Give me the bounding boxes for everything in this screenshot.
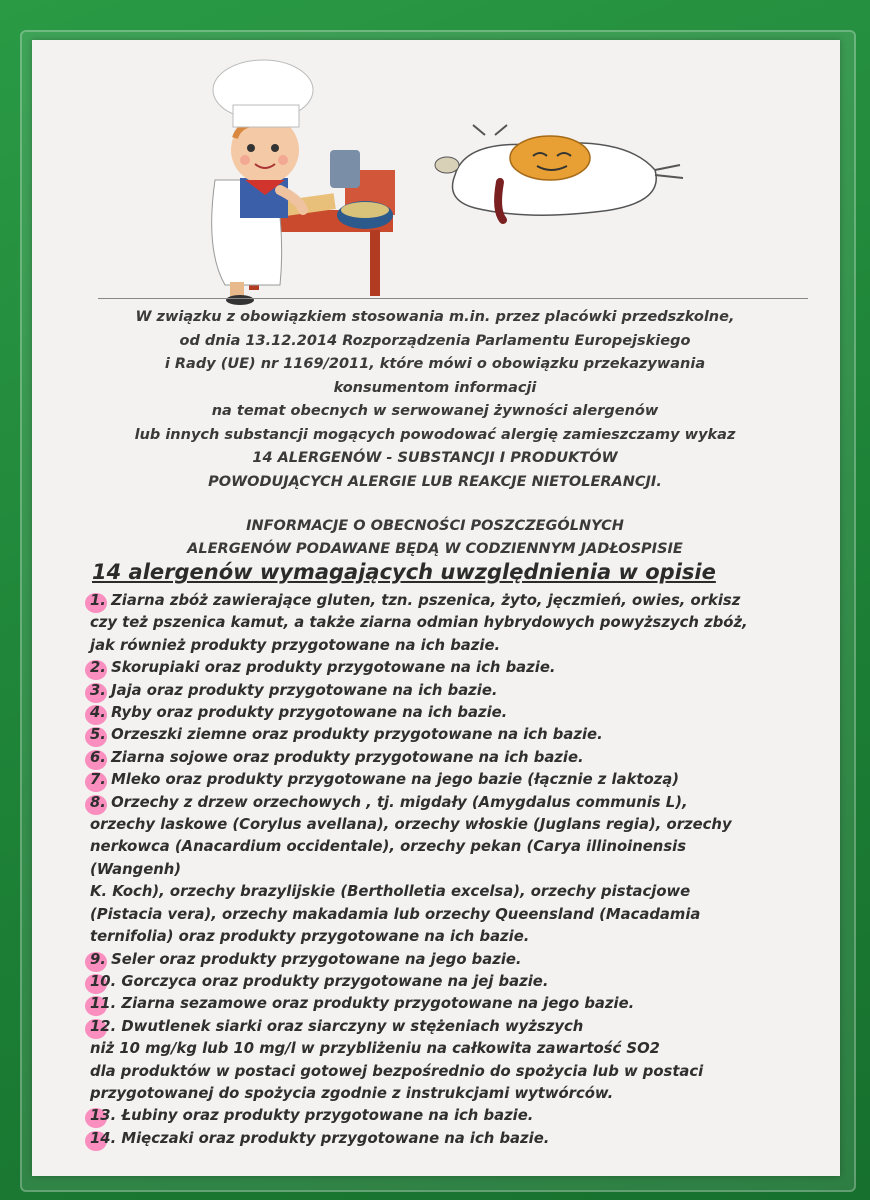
allergen-item-line (90, 881, 810, 903)
allergen-text: niż 10 mg/kg lub 10 mg/l w przybliżeniu na całkowita zawartość SO2 (90, 1040, 660, 1058)
allergen-item (90, 747, 810, 769)
allergen-item-line (90, 1083, 810, 1105)
allergen-number: 7. (90, 771, 106, 789)
allergen-number: 1. (90, 592, 106, 609)
allergen-item-line (90, 792, 810, 814)
intro-line: na temat obecnych w serwowanej żywności alergenów (211, 403, 659, 419)
allergen-item (90, 1016, 810, 1106)
allergen-item-line (90, 657, 810, 679)
chef-child-illustration (185, 50, 410, 305)
allergen-number: 13. (90, 1107, 117, 1125)
allergen-item-line (90, 724, 810, 746)
fried-egg-character-illustration (425, 120, 690, 230)
allergen-text: (Wangenh) (90, 860, 182, 878)
allergen-item-line (90, 1061, 810, 1083)
intro-line: POWODUJĄCYCH ALERGIE LUB REAKCJE NIETOLERANCJI. (208, 473, 662, 490)
allergen-item (90, 702, 810, 724)
intro-line: 14 ALERGENÓW - SUBSTANCJI I PRODUKTÓW (252, 450, 618, 466)
allergen-number: 3. (90, 681, 106, 699)
intro-line: konsumentom informacji (333, 379, 537, 396)
allergen-text: przygotowanej do spożycia zgodnie z instrukcjami wytwórców. (90, 1084, 614, 1102)
allergen-item-line (90, 702, 810, 724)
allergen-item (90, 724, 810, 746)
allergen-item-line (90, 1038, 810, 1060)
allergen-text: dla produktów w postaci gotowej bezpośrednio do spożycia lub w postaci (90, 1062, 704, 1080)
allergen-item (90, 949, 810, 971)
allergen-text: Ziarna sezamowe oraz produkty przygotowane na jego bazie. (121, 995, 635, 1013)
allergen-item-line (90, 836, 810, 858)
allergen-item (90, 993, 810, 1015)
allergen-number: 8. (90, 793, 106, 811)
allergen-item (90, 792, 810, 949)
info-line: ALERGENÓW PODAWANE BĘDĄ W CODZIENNYM JADŁOSPISIE (187, 541, 683, 557)
allergen-item (90, 971, 810, 993)
allergen-item-line (90, 612, 810, 634)
allergen-text: ternifolia) oraz produkty przygotowane na ich bazie. (90, 928, 530, 946)
allergen-text: Ziarna zbóż zawierające gluten, tzn. pszenica, żyto, jęczmień, owies, orkisz (111, 592, 741, 609)
allergen-number: 5. (90, 726, 106, 744)
allergen-number: 9. (90, 950, 106, 968)
allergen-item-line (90, 747, 810, 769)
allergen-text: Mięczaki oraz produkty przygotowane na ich bazie. (121, 1129, 550, 1147)
allergen-item-line (90, 769, 810, 791)
allergen-item-line (90, 904, 810, 926)
allergen-text: Orzechy z drzew orzechowych , tj. migdały (Amygdalus communis L), (111, 793, 688, 811)
allergen-item-line (90, 1016, 810, 1038)
allergen-text: Ziarna sojowe oraz produkty przygotowane na ich bazie. (111, 748, 584, 766)
allergen-list-heading: 14 alergenów wymagających uwzględnienia w opisie (92, 560, 716, 584)
allergen-item-line (90, 635, 810, 657)
allergen-item (90, 1128, 810, 1150)
allergen-item-line (90, 1128, 810, 1150)
intro-text (60, 306, 810, 494)
allergen-text: orzechy laskowe (Corylus avellana), orzechy włoskie (Juglans regia), orzechy (90, 816, 732, 834)
allergen-number: 6. (90, 748, 106, 766)
allergen-item-line (90, 993, 810, 1015)
intro-line: lub innych substancji mogących powodować alergię zamieszczamy wykaz (134, 426, 736, 443)
intro-line: i Rady (UE) nr 1169/2011, które mówi o obowiązku przekazywania (164, 356, 706, 372)
allergen-number: 2. (90, 659, 106, 677)
allergen-text: Skorupiaki oraz produkty przygotowane na ich bazie. (111, 659, 556, 677)
intro-line: W związku z obowiązkiem stosowania m.in. przez placówki przedszkolne, (135, 309, 735, 325)
allergen-item (90, 680, 810, 702)
allergen-text: Dwutlenek siarki oraz siarczyny w stężeniach wyższych (121, 1017, 584, 1035)
info-line: INFORMACJE O OBECNOŚCI POSZCZEGÓLNYCH (246, 518, 624, 534)
allergen-text: K. Koch), orzechy brazylijskie (Bertholletia excelsa), orzechy pistacjowe (90, 883, 691, 901)
allergen-item-line (90, 814, 810, 836)
allergen-item (90, 657, 810, 679)
allergen-item (90, 769, 810, 791)
allergen-number: 11. (90, 995, 117, 1013)
allergen-item-line (90, 1105, 810, 1127)
allergen-text: Mleko oraz produkty przygotowane na jego bazie (łącznie z laktozą) (111, 771, 680, 789)
allergen-text: nerkowca (Anacardium occidentale), orzechy pekan (Carya illinoinensis (90, 838, 687, 856)
allergen-text: Orzeszki ziemne oraz produkty przygotowane na ich bazie. (111, 726, 603, 744)
allergen-list (90, 590, 810, 1150)
allergen-item-line (90, 971, 810, 993)
allergen-number: 12. (90, 1017, 117, 1035)
divider-line (98, 298, 808, 299)
info-text (60, 515, 810, 561)
allergen-text: Ryby oraz produkty przygotowane na ich bazie. (111, 704, 508, 722)
allergen-number: 14. (90, 1129, 117, 1147)
allergen-text: (Pistacia vera), orzechy makadamia lub orzechy Queensland (Macadamia (90, 905, 701, 923)
allergen-text: Seler oraz produkty przygotowane na jego bazie. (111, 950, 522, 968)
intro-line: od dnia 13.12.2014 Rozporządzenia Parlamentu Europejskiego (179, 332, 691, 349)
allergen-item-line (90, 949, 810, 971)
allergen-item (90, 590, 810, 657)
allergen-item-line (90, 859, 810, 881)
allergen-item-line (90, 590, 810, 612)
allergen-text: jak również produkty przygotowane na ich bazie. (90, 636, 501, 654)
allergen-item-line (90, 680, 810, 702)
allergen-text: Gorczyca oraz produkty przygotowane na jej bazie. (121, 972, 549, 990)
allergen-item-line (90, 926, 810, 948)
allergen-number: 10. (90, 972, 117, 990)
allergen-text: Jaja oraz produkty przygotowane na ich bazie. (111, 681, 498, 699)
allergen-item (90, 1105, 810, 1127)
allergen-text: Łubiny oraz produkty przygotowane na ich bazie. (121, 1107, 534, 1125)
allergen-number: 4. (90, 704, 106, 722)
allergen-text: czy też pszenica kamut, a także ziarna odmian hybrydowych powyższych zbóż, (90, 614, 748, 632)
